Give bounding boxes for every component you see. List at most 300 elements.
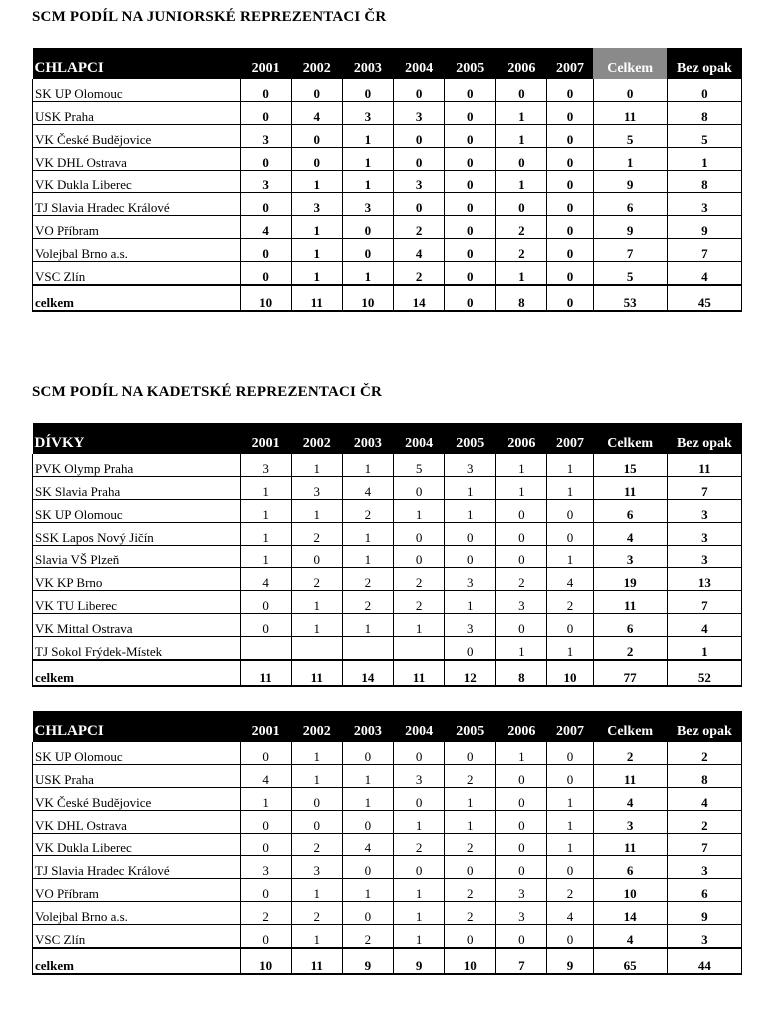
year-value-cell: 3 bbox=[394, 764, 445, 787]
bez-opak-cell: 13 bbox=[667, 568, 741, 591]
club-name-cell: VK Mittal Ostrava bbox=[33, 614, 241, 637]
year-value-cell: 2 bbox=[342, 568, 393, 591]
year-value-cell: 1 bbox=[496, 124, 547, 147]
total-value-cell: 10 bbox=[547, 660, 593, 686]
year-value-cell: 0 bbox=[394, 522, 445, 545]
table-row bbox=[33, 101, 742, 124]
table-row bbox=[33, 170, 742, 193]
column-header-category: CHLAPCI bbox=[34, 723, 104, 739]
bez-opak-cell: 1 bbox=[667, 637, 741, 660]
year-value-cell: 1 bbox=[291, 742, 342, 764]
column-header: 2001 bbox=[251, 61, 280, 76]
column-header: Celkem bbox=[607, 436, 654, 451]
club-name-cell: PVK Olymp Praha bbox=[33, 454, 241, 476]
total-value-cell: 9 bbox=[547, 948, 593, 974]
club-name-cell: USK Praha bbox=[33, 764, 241, 787]
year-value-cell: 2 bbox=[547, 591, 593, 614]
table-row bbox=[33, 833, 742, 856]
club-name-cell: SK UP Olomouc bbox=[33, 742, 241, 764]
year-value-cell: 0 bbox=[496, 833, 547, 856]
total-cell: 11 bbox=[593, 764, 667, 787]
total-value-cell: 0 bbox=[445, 285, 496, 311]
year-value-cell: 0 bbox=[547, 614, 593, 637]
year-value-cell: 2 bbox=[291, 902, 342, 925]
year-value-cell: 0 bbox=[240, 833, 291, 856]
year-value-cell: 1 bbox=[547, 637, 593, 660]
year-value-cell: 2 bbox=[342, 499, 393, 522]
year-value-cell: 1 bbox=[291, 499, 342, 522]
year-value-cell: 0 bbox=[342, 239, 393, 262]
total-cell: 11 bbox=[593, 476, 667, 499]
table-row bbox=[33, 262, 742, 285]
year-value-cell: 0 bbox=[445, 216, 496, 239]
column-header: 2006 bbox=[507, 724, 536, 739]
bez-opak-cell: 8 bbox=[667, 101, 741, 124]
year-value-cell: 3 bbox=[394, 101, 445, 124]
year-value-cell: 1 bbox=[291, 262, 342, 285]
column-header: 2005 bbox=[456, 61, 485, 76]
year-value-cell: 1 bbox=[547, 476, 593, 499]
bez-opak-cell: 3 bbox=[667, 193, 741, 216]
year-value-cell: 3 bbox=[394, 170, 445, 193]
year-value-cell: 0 bbox=[394, 79, 445, 101]
total-value-cell: 7 bbox=[496, 948, 547, 974]
total-value-cell: 53 bbox=[593, 285, 667, 311]
year-value-cell: 2 bbox=[496, 216, 547, 239]
total-value-cell: 10 bbox=[445, 948, 496, 974]
total-cell: 2 bbox=[593, 637, 667, 660]
year-value-cell: 0 bbox=[394, 476, 445, 499]
year-value-cell: 1 bbox=[496, 101, 547, 124]
year-value-cell: 0 bbox=[445, 545, 496, 568]
total-cell: 9 bbox=[593, 170, 667, 193]
year-value-cell: 0 bbox=[394, 787, 445, 810]
year-value-cell: 0 bbox=[394, 147, 445, 170]
year-value-cell: 2 bbox=[342, 591, 393, 614]
bez-opak-cell: 9 bbox=[667, 902, 741, 925]
year-value-cell: 4 bbox=[240, 764, 291, 787]
year-value-cell: 1 bbox=[547, 454, 593, 476]
total-value-cell: 45 bbox=[667, 285, 741, 311]
year-value-cell: 0 bbox=[291, 787, 342, 810]
table-row bbox=[33, 925, 742, 948]
table-row bbox=[33, 879, 742, 902]
year-value-cell: 0 bbox=[342, 742, 393, 764]
total-label-cell: celkem bbox=[33, 660, 241, 686]
total-value-cell: 44 bbox=[667, 948, 741, 974]
year-value-cell: 1 bbox=[496, 637, 547, 660]
year-value-cell: 0 bbox=[445, 79, 496, 101]
total-value-cell: 11 bbox=[291, 660, 342, 686]
year-value-cell: 0 bbox=[547, 147, 593, 170]
year-value-cell: 0 bbox=[496, 545, 547, 568]
total-cell: 6 bbox=[593, 193, 667, 216]
year-value-cell: 0 bbox=[496, 499, 547, 522]
table-row bbox=[33, 79, 742, 101]
column-header-category: CHLAPCI bbox=[34, 60, 104, 76]
bez-opak-cell: 9 bbox=[667, 216, 741, 239]
club-name-cell: VO Příbram bbox=[33, 216, 241, 239]
year-value-cell bbox=[342, 637, 393, 660]
year-value-cell: 1 bbox=[291, 764, 342, 787]
year-value-cell: 0 bbox=[496, 787, 547, 810]
year-value-cell: 3 bbox=[496, 591, 547, 614]
total-cell: 19 bbox=[593, 568, 667, 591]
year-value-cell: 2 bbox=[394, 262, 445, 285]
year-value-cell: 0 bbox=[547, 101, 593, 124]
year-value-cell: 1 bbox=[445, 787, 496, 810]
total-cell: 10 bbox=[593, 879, 667, 902]
column-header: 2001 bbox=[251, 724, 280, 739]
table-row bbox=[33, 147, 742, 170]
year-value-cell: 0 bbox=[291, 124, 342, 147]
total-cell: 6 bbox=[593, 499, 667, 522]
table-row bbox=[33, 193, 742, 216]
year-value-cell: 0 bbox=[445, 262, 496, 285]
year-value-cell: 1 bbox=[342, 170, 393, 193]
column-header: 2003 bbox=[353, 724, 382, 739]
total-value-cell: 14 bbox=[394, 285, 445, 311]
column-header: 2003 bbox=[353, 61, 382, 76]
year-value-cell: 0 bbox=[342, 810, 393, 833]
bez-opak-cell: 6 bbox=[667, 879, 741, 902]
total-value-cell: 14 bbox=[342, 660, 393, 686]
year-value-cell: 3 bbox=[342, 101, 393, 124]
year-value-cell: 1 bbox=[291, 879, 342, 902]
table-row bbox=[33, 522, 742, 545]
table-row bbox=[33, 902, 742, 925]
total-cell: 3 bbox=[593, 810, 667, 833]
year-value-cell: 0 bbox=[445, 101, 496, 124]
year-value-cell: 0 bbox=[240, 879, 291, 902]
year-value-cell: 3 bbox=[240, 124, 291, 147]
year-value-cell: 0 bbox=[547, 764, 593, 787]
year-value-cell: 0 bbox=[445, 925, 496, 948]
table-row bbox=[33, 216, 742, 239]
year-value-cell: 0 bbox=[445, 239, 496, 262]
year-value-cell: 1 bbox=[240, 476, 291, 499]
year-value-cell: 2 bbox=[394, 833, 445, 856]
column-header: 2004 bbox=[405, 61, 434, 76]
bez-opak-cell: 3 bbox=[667, 925, 741, 948]
table-row bbox=[33, 239, 742, 262]
year-value-cell: 1 bbox=[342, 764, 393, 787]
year-value-cell: 0 bbox=[496, 764, 547, 787]
year-value-cell: 1 bbox=[291, 239, 342, 262]
year-value-cell: 0 bbox=[394, 545, 445, 568]
year-value-cell: 1 bbox=[342, 614, 393, 637]
year-value-cell: 2 bbox=[291, 522, 342, 545]
year-value-cell: 3 bbox=[240, 856, 291, 879]
year-value-cell: 3 bbox=[240, 454, 291, 476]
club-name-cell: VO Příbram bbox=[33, 879, 241, 902]
table-row bbox=[33, 591, 742, 614]
year-value-cell: 3 bbox=[291, 856, 342, 879]
total-cell: 4 bbox=[593, 787, 667, 810]
year-value-cell: 0 bbox=[445, 170, 496, 193]
year-value-cell: 2 bbox=[445, 879, 496, 902]
year-value-cell: 1 bbox=[342, 545, 393, 568]
year-value-cell: 1 bbox=[342, 522, 393, 545]
year-value-cell: 0 bbox=[496, 856, 547, 879]
year-value-cell: 0 bbox=[240, 262, 291, 285]
year-value-cell: 2 bbox=[496, 239, 547, 262]
year-value-cell: 0 bbox=[547, 170, 593, 193]
cadet-girls-table bbox=[32, 423, 742, 687]
year-value-cell: 1 bbox=[342, 454, 393, 476]
year-value-cell: 1 bbox=[496, 262, 547, 285]
year-value-cell: 0 bbox=[496, 522, 547, 545]
total-value-cell: 10 bbox=[240, 948, 291, 974]
total-cell: 9 bbox=[593, 216, 667, 239]
table-header-row bbox=[33, 711, 742, 742]
total-cell: 0 bbox=[593, 79, 667, 101]
bez-opak-cell: 4 bbox=[667, 262, 741, 285]
year-value-cell: 1 bbox=[342, 787, 393, 810]
column-header: Bez opak bbox=[676, 61, 732, 76]
column-header: 2004 bbox=[405, 724, 434, 739]
year-value-cell: 0 bbox=[240, 101, 291, 124]
year-value-cell bbox=[291, 637, 342, 660]
total-cell: 6 bbox=[593, 856, 667, 879]
year-value-cell: 2 bbox=[291, 833, 342, 856]
bez-opak-cell: 1 bbox=[667, 147, 741, 170]
total-cell: 4 bbox=[593, 522, 667, 545]
club-name-cell: TJ Sokol Frýdek-Místek bbox=[33, 637, 241, 660]
year-value-cell: 4 bbox=[240, 568, 291, 591]
year-value-cell: 2 bbox=[445, 764, 496, 787]
year-value-cell: 1 bbox=[547, 787, 593, 810]
year-value-cell: 1 bbox=[291, 170, 342, 193]
year-value-cell: 1 bbox=[394, 902, 445, 925]
year-value-cell: 1 bbox=[240, 522, 291, 545]
table-row bbox=[33, 568, 742, 591]
table-row bbox=[33, 787, 742, 810]
year-value-cell: 2 bbox=[445, 902, 496, 925]
column-header: Celkem bbox=[593, 48, 667, 79]
column-header: 2003 bbox=[353, 436, 382, 451]
column-header: 2005 bbox=[456, 724, 485, 739]
year-value-cell: 1 bbox=[342, 147, 393, 170]
year-value-cell: 0 bbox=[291, 810, 342, 833]
total-value-cell: 11 bbox=[394, 660, 445, 686]
total-value-cell: 12 bbox=[445, 660, 496, 686]
year-value-cell: 1 bbox=[342, 262, 393, 285]
year-value-cell: 0 bbox=[291, 545, 342, 568]
column-header: Celkem bbox=[607, 724, 654, 739]
column-header: 2004 bbox=[405, 436, 434, 451]
table-row bbox=[33, 499, 742, 522]
table-header-row bbox=[33, 48, 742, 79]
year-value-cell: 0 bbox=[547, 124, 593, 147]
year-value-cell: 1 bbox=[496, 476, 547, 499]
club-name-cell: SSK Lapos Nový Jičín bbox=[33, 522, 241, 545]
year-value-cell: 0 bbox=[547, 522, 593, 545]
table-row bbox=[33, 742, 742, 764]
year-value-cell: 0 bbox=[547, 925, 593, 948]
year-value-cell: 1 bbox=[547, 545, 593, 568]
junior-section-title: SCM PODÍL NA JUNIORSKÉ REPREZENTACI ČR bbox=[32, 9, 387, 25]
year-value-cell: 2 bbox=[496, 568, 547, 591]
column-header: 2002 bbox=[302, 436, 331, 451]
year-value-cell: 0 bbox=[342, 216, 393, 239]
year-value-cell: 3 bbox=[445, 454, 496, 476]
year-value-cell: 0 bbox=[445, 637, 496, 660]
total-row bbox=[33, 948, 742, 974]
total-row bbox=[33, 285, 742, 311]
column-header: Bez opak bbox=[676, 724, 732, 739]
year-value-cell: 1 bbox=[394, 925, 445, 948]
year-value-cell: 0 bbox=[240, 591, 291, 614]
year-value-cell: 1 bbox=[394, 879, 445, 902]
year-value-cell: 1 bbox=[496, 454, 547, 476]
year-value-cell: 0 bbox=[547, 262, 593, 285]
bez-opak-cell: 8 bbox=[667, 764, 741, 787]
table-row bbox=[33, 476, 742, 499]
total-value-cell: 52 bbox=[667, 660, 741, 686]
year-value-cell: 1 bbox=[445, 499, 496, 522]
total-cell: 7 bbox=[593, 239, 667, 262]
total-value-cell: 77 bbox=[593, 660, 667, 686]
table-row bbox=[33, 454, 742, 476]
club-name-cell: VK České Budějovice bbox=[33, 124, 241, 147]
year-value-cell: 0 bbox=[240, 239, 291, 262]
total-cell: 2 bbox=[593, 742, 667, 764]
year-value-cell: 1 bbox=[291, 216, 342, 239]
total-value-cell: 11 bbox=[291, 948, 342, 974]
total-cell: 14 bbox=[593, 902, 667, 925]
total-value-cell: 9 bbox=[394, 948, 445, 974]
year-value-cell: 1 bbox=[291, 614, 342, 637]
year-value-cell: 0 bbox=[342, 902, 393, 925]
club-name-cell: VK Dukla Liberec bbox=[33, 170, 241, 193]
column-header-category: DÍVKY bbox=[34, 435, 85, 451]
year-value-cell: 2 bbox=[342, 925, 393, 948]
club-name-cell: VSC Zlín bbox=[33, 925, 241, 948]
year-value-cell: 4 bbox=[547, 568, 593, 591]
year-value-cell: 3 bbox=[342, 193, 393, 216]
year-value-cell: 0 bbox=[240, 147, 291, 170]
year-value-cell: 0 bbox=[240, 193, 291, 216]
year-value-cell: 0 bbox=[445, 147, 496, 170]
year-value-cell: 1 bbox=[291, 454, 342, 476]
year-value-cell: 0 bbox=[496, 193, 547, 216]
column-header: 2006 bbox=[507, 61, 536, 76]
club-name-cell: VK KP Brno bbox=[33, 568, 241, 591]
year-value-cell: 2 bbox=[547, 879, 593, 902]
club-name-cell: VK Dukla Liberec bbox=[33, 833, 241, 856]
column-header: 2005 bbox=[456, 436, 485, 451]
bez-opak-cell: 4 bbox=[667, 787, 741, 810]
total-value-cell: 8 bbox=[496, 285, 547, 311]
year-value-cell: 4 bbox=[342, 833, 393, 856]
year-value-cell: 1 bbox=[291, 925, 342, 948]
total-value-cell: 11 bbox=[291, 285, 342, 311]
column-header: 2006 bbox=[507, 436, 536, 451]
year-value-cell: 0 bbox=[445, 522, 496, 545]
column-header: 2001 bbox=[251, 436, 280, 451]
year-value-cell: 0 bbox=[547, 499, 593, 522]
total-cell: 1 bbox=[593, 147, 667, 170]
year-value-cell: 3 bbox=[445, 568, 496, 591]
year-value-cell: 0 bbox=[394, 124, 445, 147]
total-row bbox=[33, 660, 742, 686]
year-value-cell: 0 bbox=[394, 742, 445, 764]
bez-opak-cell: 5 bbox=[667, 124, 741, 147]
year-value-cell: 0 bbox=[547, 79, 593, 101]
year-value-cell: 3 bbox=[496, 879, 547, 902]
bez-opak-cell: 3 bbox=[667, 522, 741, 545]
bez-opak-cell: 7 bbox=[667, 591, 741, 614]
column-header: 2002 bbox=[302, 724, 331, 739]
club-name-cell: Slavia VŠ Plzeň bbox=[33, 545, 241, 568]
column-header: 2002 bbox=[302, 61, 331, 76]
bez-opak-cell: 3 bbox=[667, 856, 741, 879]
year-value-cell: 0 bbox=[496, 79, 547, 101]
club-name-cell: VSC Zlín bbox=[33, 262, 241, 285]
year-value-cell: 0 bbox=[291, 79, 342, 101]
table-row bbox=[33, 124, 742, 147]
bez-opak-cell: 4 bbox=[667, 614, 741, 637]
year-value-cell: 0 bbox=[496, 925, 547, 948]
bez-opak-cell: 8 bbox=[667, 170, 741, 193]
bez-opak-cell: 3 bbox=[667, 499, 741, 522]
total-cell: 5 bbox=[593, 124, 667, 147]
table-header-row bbox=[33, 423, 742, 454]
year-value-cell: 1 bbox=[445, 591, 496, 614]
year-value-cell: 0 bbox=[547, 742, 593, 764]
column-header: 2007 bbox=[555, 724, 584, 739]
year-value-cell: 0 bbox=[342, 856, 393, 879]
cadet-section-title: SCM PODÍL NA KADETSKÉ REPREZENTACI ČR bbox=[32, 384, 383, 400]
year-value-cell: 3 bbox=[496, 902, 547, 925]
table-row bbox=[33, 545, 742, 568]
total-label-cell: celkem bbox=[33, 285, 241, 311]
year-value-cell: 2 bbox=[394, 216, 445, 239]
year-value-cell: 3 bbox=[240, 170, 291, 193]
total-value-cell: 10 bbox=[240, 285, 291, 311]
year-value-cell: 0 bbox=[496, 614, 547, 637]
total-value-cell: 65 bbox=[593, 948, 667, 974]
year-value-cell: 1 bbox=[547, 810, 593, 833]
total-cell: 5 bbox=[593, 262, 667, 285]
year-value-cell: 2 bbox=[394, 568, 445, 591]
bez-opak-cell: 7 bbox=[667, 833, 741, 856]
year-value-cell bbox=[240, 637, 291, 660]
total-value-cell: 10 bbox=[342, 285, 393, 311]
year-value-cell: 1 bbox=[394, 810, 445, 833]
total-value-cell: 8 bbox=[496, 660, 547, 686]
club-name-cell: Volejbal Brno a.s. bbox=[33, 239, 241, 262]
year-value-cell: 0 bbox=[445, 856, 496, 879]
club-name-cell: VK TU Liberec bbox=[33, 591, 241, 614]
bez-opak-cell: 2 bbox=[667, 742, 741, 764]
year-value-cell: 1 bbox=[547, 833, 593, 856]
table-row bbox=[33, 810, 742, 833]
year-value-cell: 0 bbox=[445, 124, 496, 147]
year-value-cell: 2 bbox=[240, 902, 291, 925]
year-value-cell: 0 bbox=[547, 193, 593, 216]
year-value-cell: 1 bbox=[445, 810, 496, 833]
total-cell: 3 bbox=[593, 545, 667, 568]
club-name-cell: SK Slavia Praha bbox=[33, 476, 241, 499]
club-name-cell: VK DHL Ostrava bbox=[33, 147, 241, 170]
year-value-cell: 1 bbox=[496, 742, 547, 764]
cadet-boys-table bbox=[32, 711, 742, 975]
year-value-cell: 0 bbox=[240, 810, 291, 833]
year-value-cell: 0 bbox=[547, 216, 593, 239]
column-header: 2007 bbox=[555, 436, 584, 451]
